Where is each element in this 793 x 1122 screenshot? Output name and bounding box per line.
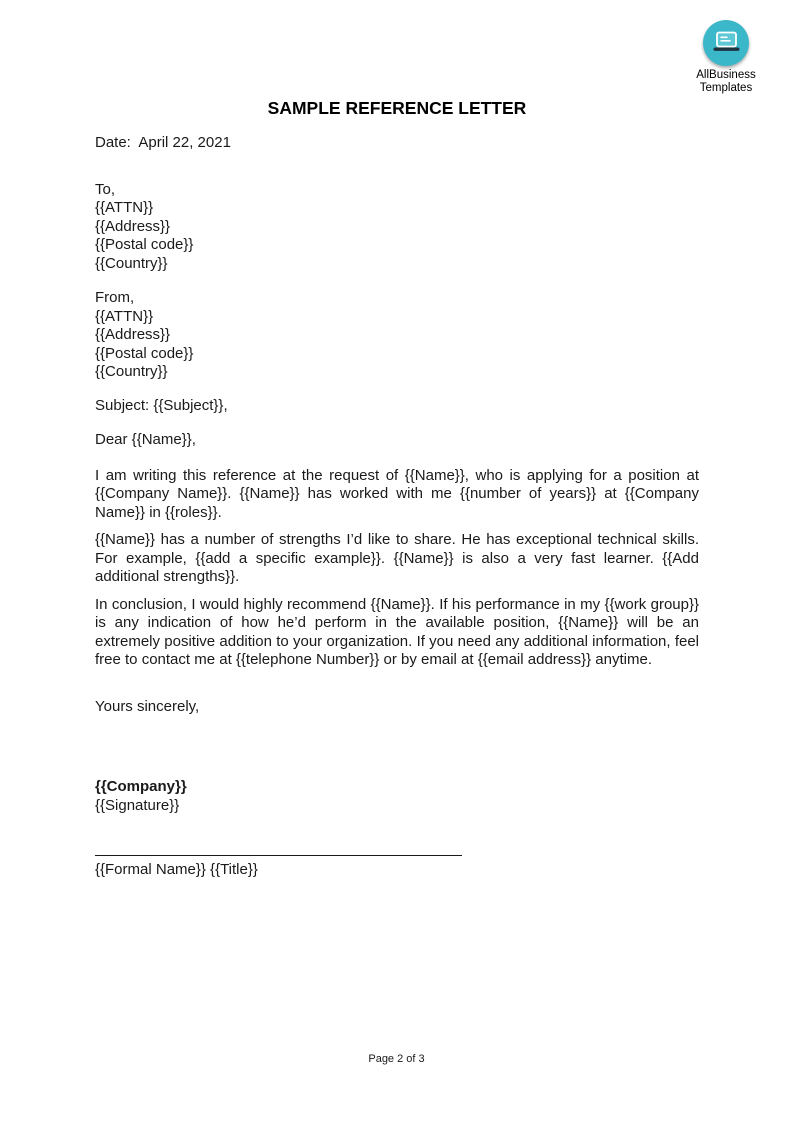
body-paragraph-3: In conclusion, I would highly recommend {{Name}}. If his performance in my {{work group}} is any indication of how he’d perform in the available position, {{Name}} will be an extremely positive addition to your organization. If you need any additional information, feel free to contact me at {{telephone Number}} or by email at {{email address}} anytime. — [95, 595, 699, 668]
document-title: SAMPLE REFERENCE LETTER — [267, 98, 527, 118]
sender-address-block — [95, 289, 699, 382]
company-placeholder: {{Company}} — [95, 778, 187, 795]
signature-placeholder: {{Signature}} — [95, 796, 180, 814]
body-paragraph-1: I am writing this reference at the request of {{Name}}, who is applying for a position at {{Company Name}}. {{Name}} has worked with me {{number of years}} at {{Company Name}} in {{roles}}. — [95, 466, 699, 521]
logo-circle — [703, 20, 749, 66]
to-country: {{Country}} — [95, 254, 168, 272]
laptop-icon — [703, 20, 749, 66]
date-line: Date: April 22, 2021 — [95, 134, 231, 151]
salutation: Dear {{Name}}, — [95, 431, 196, 448]
from-country: {{Country}} — [95, 363, 168, 380]
from-postal-code: {{Postal code}} — [95, 344, 194, 362]
from-address: {{Address}} — [95, 326, 171, 343]
allbusiness-templates-logo — [678, 20, 774, 94]
from-label: From, — [95, 289, 135, 306]
page-number-footer: Page 2 of 3 — [368, 1053, 425, 1065]
signatory-name-title: {{Formal Name}} {{Title}} — [95, 861, 258, 878]
closing-line: Yours sincerely, — [95, 697, 200, 715]
to-attn: {{ATTN}} — [95, 199, 154, 216]
brand-name-line1: AllBusiness — [696, 69, 756, 81]
to-postal-code: {{Postal code}} — [95, 236, 194, 253]
recipient-address-block — [95, 181, 699, 274]
body-paragraph-2: {{Name}} has a number of strengths I’d like to share. He has exceptional technical skills. For example, {{add a specific example}}. {{Name}} is also a very fast learner. {{Add additional strengths}}. — [95, 531, 699, 585]
brand-name-line2: Templates — [699, 81, 753, 94]
letter-content — [95, 98, 699, 880]
from-attn: {{ATTN}} — [95, 307, 154, 325]
to-label: To, — [95, 180, 116, 198]
signature-rule — [95, 855, 462, 856]
to-address: {{Address}} — [95, 217, 171, 235]
subject-line: Subject: {{Subject}}, — [95, 396, 228, 414]
